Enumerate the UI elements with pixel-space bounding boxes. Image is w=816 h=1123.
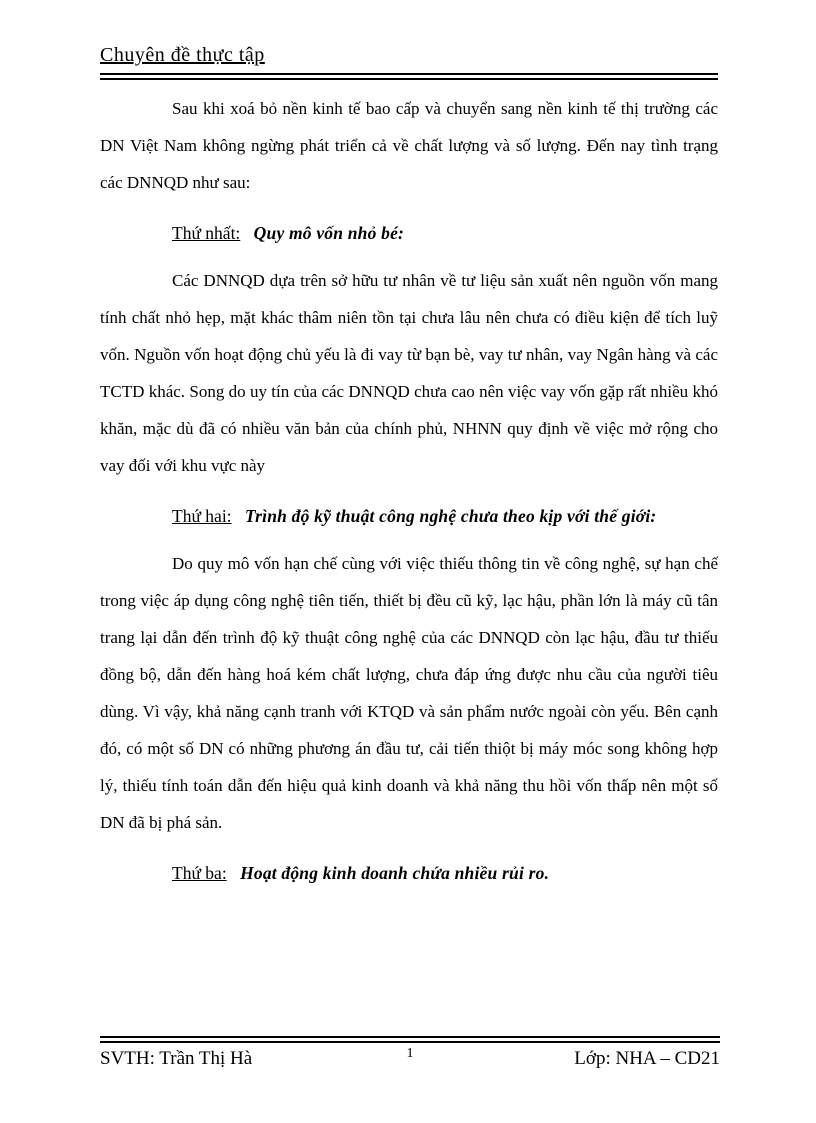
- section-heading: [172, 855, 718, 892]
- section-first: [100, 215, 718, 484]
- section-second: [100, 498, 718, 841]
- section-title: Quy mô vốn nhỏ bé:: [253, 223, 405, 243]
- section-heading: [172, 498, 718, 535]
- page-header: [100, 44, 718, 80]
- footer-author: SVTH: Trần Thị Hà: [100, 1048, 253, 1069]
- section-third: [100, 855, 718, 892]
- footer-page-number: 1: [406, 1046, 414, 1061]
- section-label: Thứ hai:: [172, 506, 232, 526]
- header-title: Chuyên đề thực tập: [100, 44, 265, 66]
- section-heading: [172, 215, 718, 252]
- page-footer: [100, 1036, 720, 1070]
- section-label: Thứ ba:: [172, 863, 227, 883]
- section-body: Các DNNQD dựa trên sở hữu tư nhân về tư liệu sản xuất nên nguồn vốn mang tính chất nhỏ hẹp, mặt khác thâm niên tồn tại chưa lâu nên chưa có điều kiện để tích luỹ vốn. Nguồn vốn hoạt động chủ yếu là đi vay từ bạn bè, vay tư nhân, vay Ngân hàng và các TCTD khác. Song do uy tín của các DNNQD chưa cao nên việc vay vốn gặp rất nhiều khó khăn, mặc dù đã có nhiều văn bản của chính phủ, NHNN quy định về việc mở rộng cho vay đối với khu vực này: [100, 271, 718, 475]
- section-label: Thứ nhất:: [172, 223, 241, 243]
- section-body: Do quy mô vốn hạn chế cùng với việc thiếu thông tin về công nghệ, sự hạn chế trong việc áp dụng công nghệ tiên tiến, thiết bị đều cũ kỹ, lạc hậu, phần lớn là máy cũ tân trang lại dẫn đến trình độ kỹ thuật công nghệ của các DNNQD còn lạc hậu, đầu tư thiếu đồng bộ, dẫn đến hàng hoá kém chất lượng, chưa đáp ứng được nhu cầu của người tiêu dùng. Vì vậy, khả năng cạnh tranh với KTQD và sản phẩm nước ngoài còn yếu. Bên cạnh đó, có một số DN có những phương án đầu tư, cải tiến thiột bị máy móc song không hợp lý, thiếu tính toán dẫn đến hiệu quả kinh doanh và khả năng thu hồi vốn thấp nên một số DN đã bị phá sản.: [100, 554, 718, 832]
- intro-paragraph: Sau khi xoá bỏ nền kinh tế bao cấp và chuyển sang nền kinh tế thị trường các DN Việt Nam không ngừng phát triển cả về chất lượng và số lượng. Đến nay tình trạng các DNNQD như sau:: [100, 99, 718, 192]
- section-title: Trình độ kỹ thuật công nghệ chưa theo kịp với thế giới:: [244, 506, 657, 526]
- section-title: Hoạt động kinh doanh chứa nhiều rủi ro.: [240, 863, 550, 883]
- footer-class: Lớp: NHA – CD21: [574, 1048, 720, 1069]
